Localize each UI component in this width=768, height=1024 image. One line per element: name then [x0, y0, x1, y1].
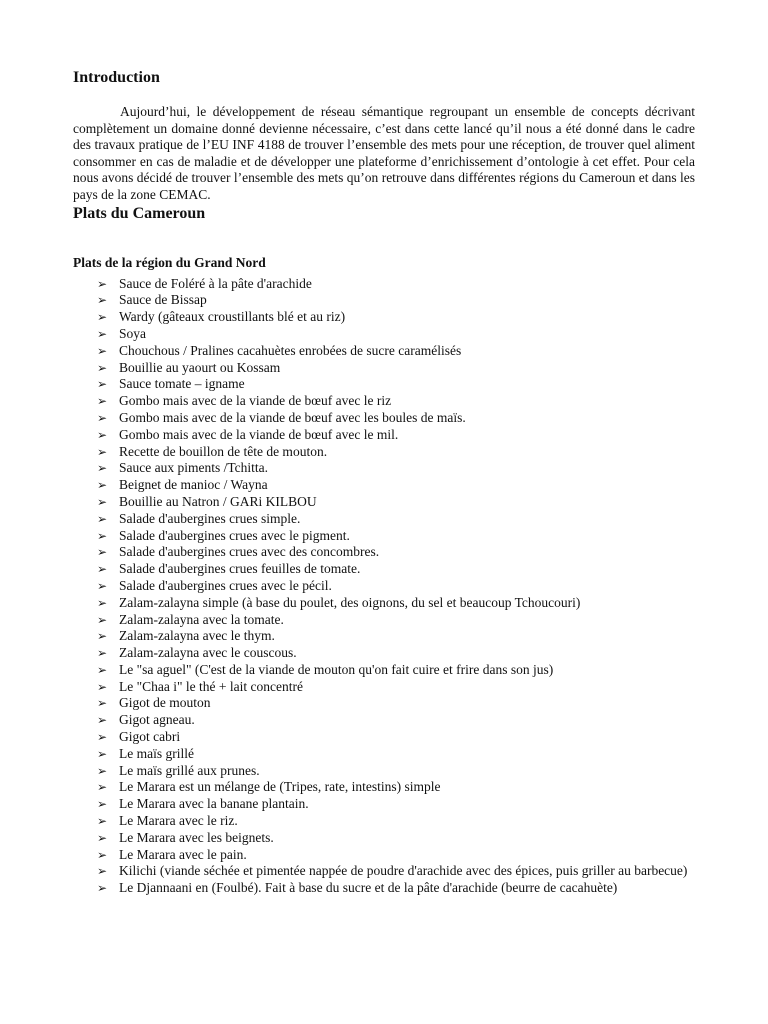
arrow-bullet-icon: ➢ — [97, 864, 108, 879]
arrow-bullet-icon: ➢ — [97, 410, 108, 425]
list-item-text: Kilichi (viande séchée et pimentée nappée de poudre d'arachide avec des épices, puis griller au barbecue) — [119, 863, 688, 879]
list-item — [73, 343, 695, 360]
list-item — [73, 712, 695, 729]
list-item-text: Sauce de Bissap — [119, 292, 207, 308]
list-item-text: Gombo mais avec de la viande de bœuf avec les boules de maïs. — [119, 409, 466, 425]
arrow-bullet-icon: ➢ — [97, 662, 108, 677]
list-item-text: Gigot cabri — [119, 729, 181, 745]
arrow-bullet-icon: ➢ — [97, 646, 108, 661]
list-item-text: Le "sa aguel" (C'est de la viande de mouton qu'on fait cuire et frire dans son jus) — [119, 661, 554, 677]
list-item — [73, 645, 695, 662]
list-item — [73, 410, 695, 427]
arrow-bullet-icon: ➢ — [97, 427, 108, 442]
list-item-text: Salade d'aubergines crues avec le pigment. — [119, 527, 350, 543]
arrow-bullet-icon: ➢ — [97, 293, 108, 308]
arrow-bullet-icon: ➢ — [97, 746, 108, 761]
list-item-text: Beignet de manioc / Wayna — [119, 477, 268, 493]
arrow-bullet-icon: ➢ — [97, 713, 108, 728]
list-item — [73, 813, 695, 830]
list-item — [73, 679, 695, 696]
arrow-bullet-icon: ➢ — [97, 595, 108, 610]
list-item-text: Gombo mais avec de la viande de bœuf avec le riz — [119, 393, 392, 409]
arrow-bullet-icon: ➢ — [97, 343, 108, 358]
list-item-text: Sauce aux piments /Tchitta. — [119, 460, 269, 476]
list-item-text: Le Marara avec les beignets. — [119, 829, 274, 845]
introduction-heading: Introduction — [73, 69, 160, 86]
list-item-text: Zalam-zalayna avec le thym. — [119, 628, 275, 644]
list-item — [73, 309, 695, 326]
list-item-text: Salade d'aubergines crues avec des concombres. — [119, 544, 380, 560]
arrow-bullet-icon: ➢ — [97, 814, 108, 829]
list-item-text: Le maïs grillé aux prunes. — [119, 762, 260, 778]
list-item — [73, 847, 695, 864]
list-item — [73, 628, 695, 645]
arrow-bullet-icon: ➢ — [97, 394, 108, 409]
list-item — [73, 695, 695, 712]
arrow-bullet-icon: ➢ — [97, 461, 108, 476]
arrow-bullet-icon: ➢ — [97, 830, 108, 845]
list-item-text: Le Marara avec le pain. — [119, 846, 247, 862]
list-item-text: Gigot de mouton — [119, 695, 211, 711]
arrow-bullet-icon: ➢ — [97, 326, 108, 341]
list-item-text: Zalam-zalayna simple (à base du poulet, des oignons, du sel et beaucoup Tchoucouri) — [119, 594, 581, 610]
list-item-text: Gigot agneau. — [119, 712, 195, 728]
arrow-bullet-icon: ➢ — [97, 444, 108, 459]
arrow-bullet-icon: ➢ — [97, 578, 108, 593]
list-item — [73, 578, 695, 595]
arrow-bullet-icon: ➢ — [97, 276, 108, 291]
list-item — [73, 460, 695, 477]
document-page — [73, 68, 695, 897]
list-item-text: Le Djannaani en (Foulbé). Fait à base du sucre et de la pâte d'arachide (beurre de cacahuète) — [119, 880, 618, 896]
list-item — [73, 376, 695, 393]
list-item — [73, 477, 695, 494]
list-item-text: Sauce de Foléré à la pâte d'arachide — [119, 275, 312, 291]
arrow-bullet-icon: ➢ — [97, 360, 108, 375]
list-item — [73, 511, 695, 528]
arrow-bullet-icon: ➢ — [97, 562, 108, 577]
arrow-bullet-icon: ➢ — [97, 511, 108, 526]
list-item — [73, 360, 695, 377]
arrow-bullet-icon: ➢ — [97, 612, 108, 627]
list-item — [73, 779, 695, 796]
list-item — [73, 863, 695, 880]
list-item-text: Recette de bouillon de tête de mouton. — [119, 443, 328, 459]
list-item — [73, 796, 695, 813]
list-item-text: Sauce tomate – igname — [119, 376, 245, 392]
list-item-text: Salade d'aubergines crues avec le pécil. — [119, 577, 332, 593]
list-item — [73, 612, 695, 629]
list-item — [73, 544, 695, 561]
arrow-bullet-icon: ➢ — [97, 730, 108, 745]
list-item-text: Salade d'aubergines crues simple. — [119, 510, 301, 526]
list-item-text: Le Marara avec le riz. — [119, 813, 238, 829]
arrow-bullet-icon: ➢ — [97, 696, 108, 711]
list-item — [73, 830, 695, 847]
arrow-bullet-icon: ➢ — [97, 310, 108, 325]
list-item-text: Zalam-zalayna avec la tomate. — [119, 611, 284, 627]
list-item — [73, 528, 695, 545]
list-item-text: Bouillie au yaourt ou Kossam — [119, 359, 281, 375]
list-item-text: Bouillie au Natron / GARi KILBOU — [119, 493, 317, 509]
arrow-bullet-icon: ➢ — [97, 847, 108, 862]
arrow-bullet-icon: ➢ — [97, 763, 108, 778]
list-item — [73, 595, 695, 612]
list-item — [73, 326, 695, 343]
list-item-text: Wardy (gâteaux croustillants blé et au riz) — [119, 309, 346, 325]
arrow-bullet-icon: ➢ — [97, 797, 108, 812]
grand-nord-subheading: Plats de la région du Grand Nord — [73, 254, 266, 270]
list-item-text: Zalam-zalayna avec le couscous. — [119, 645, 297, 661]
plats-cameroun-heading: Plats du Cameroun — [73, 204, 206, 222]
list-item — [73, 276, 695, 293]
list-item — [73, 662, 695, 679]
list-item-text: Le Marara avec la banane plantain. — [119, 796, 309, 812]
list-item — [73, 746, 695, 763]
list-item — [73, 763, 695, 780]
list-item — [73, 561, 695, 578]
list-item-text: Le Marara est un mélange de (Tripes, rate, intestins) simple — [119, 779, 441, 795]
list-item — [73, 292, 695, 309]
list-item-text: Le maïs grillé — [119, 745, 194, 761]
list-item — [73, 393, 695, 410]
arrow-bullet-icon: ➢ — [97, 494, 108, 509]
arrow-bullet-icon: ➢ — [97, 881, 108, 896]
arrow-bullet-icon: ➢ — [97, 528, 108, 543]
list-item — [73, 729, 695, 746]
list-item — [73, 427, 695, 444]
list-item — [73, 880, 695, 897]
list-item — [73, 494, 695, 511]
list-item-text: Le "Chaa i" le thé + lait concentré — [119, 678, 303, 694]
arrow-bullet-icon: ➢ — [97, 377, 108, 392]
list-item-text: Chouchous / Pralines cacahuètes enrobées de sucre caramélisés — [119, 342, 462, 358]
list-item-text: Gombo mais avec de la viande de bœuf avec le mil. — [119, 426, 399, 442]
arrow-bullet-icon: ➢ — [97, 629, 108, 644]
dish-list — [73, 276, 695, 897]
arrow-bullet-icon: ➢ — [97, 780, 108, 795]
list-item — [73, 444, 695, 461]
arrow-bullet-icon: ➢ — [97, 478, 108, 493]
introduction-paragraph: Aujourd’hui, le développement de réseau sémantique regroupant un ensemble de concepts décrivant complètement un domaine donné devienne nécessaire, c’est dans cette lancé qu’il nous a été donné dans le cadre des travaux pratique de l’EU INF 4188 de trouver l’ensemble des mets pour une réception, de trouver quel aliment consommer en cas de maladie et de développer une plateforme d’enrichissement d’ontologie à cet effet. Pour cela nous avons décidé de trouver l’ensemble des mets qu’on retrouve dans différentes régions du Cameroun et dans les pays de la zone CEMAC. — [73, 104, 695, 202]
list-item-text: Soya — [119, 325, 146, 341]
arrow-bullet-icon: ➢ — [97, 679, 108, 694]
list-item-text: Salade d'aubergines crues feuilles de tomate. — [119, 561, 361, 577]
arrow-bullet-icon: ➢ — [97, 545, 108, 560]
